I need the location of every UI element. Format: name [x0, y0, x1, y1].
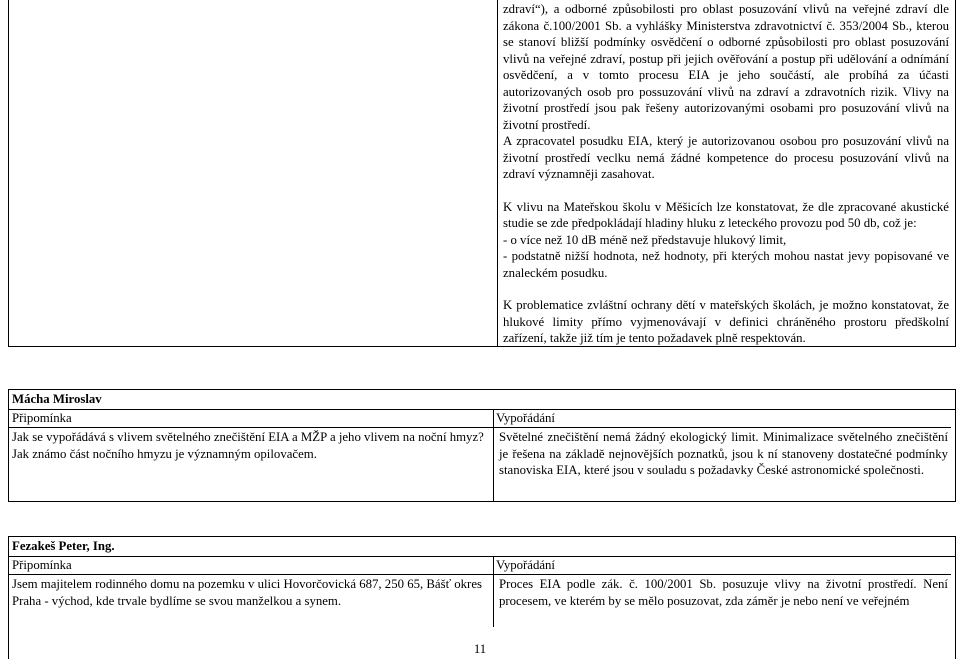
response-text: Světelné znečištění nemá žádný ekologický limit. Minimalizace světelného znečištění je řešena na základě nejnovějších poznatků, jsou k ní stanoveny dostatečné podmínky stanoviska EIA, které jsou v souladu s požadavky České astronomické společnosti. — [499, 430, 948, 477]
response-label: Vypořádání — [493, 557, 951, 575]
paragraph-eia-processor: A zpracovatel posudku EIA, který je autorizovanou osobou pro posuzování vlivů na životní prostředí veclku nemá žádné kompetence do procesu posuzování vlivů na zdraví významněji zasahovat. — [503, 134, 949, 181]
top-right-cell — [503, 0, 949, 347]
top-table-fragment — [8, 0, 956, 347]
author-name: Fezakeš Peter, Ing. — [9, 537, 955, 557]
paragraph-kindergarten: K vlivu na Mateřskou školu v Měšicích lze konstatovat, že dle zpracované akustické studie se zde předpokládají hladiny hluku z leteckého provozu pod 50 db, což je: — [503, 199, 949, 230]
paragraph-noise-limit: - o více než 10 dB méně než představuje hlukový limit, — [503, 232, 787, 247]
comment-column — [9, 410, 494, 501]
author-name: Mácha Miroslav — [9, 390, 955, 410]
paragraph-children-protection: K problematice zvláštní ochrany dětí v mateřských školách, je možno konstatovat, že hlukové limity přímo vyjmenovávají v definici chráněného prostoru předškolní zařízení, takže již tím je tento požadavek plně respektován. — [503, 298, 949, 345]
comment-label: Připomínka — [9, 410, 493, 428]
comment-text: Jsem majitelem rodinného domu na pozemku v ulici Hovorčovická 687, 250 65, Bášť okres Praha - východ, kde trvale bydlíme se svou manželkou a synem. — [12, 577, 482, 608]
response-label: Vypořádání — [493, 410, 951, 428]
comment-column — [9, 557, 494, 627]
response-column — [493, 410, 951, 501]
paragraph-eia-health: zdraví“), a odborné způsobilosti pro oblast posuzování vlivů na veřejné zdraví dle zákona č.100/2001 Sb. a vyhlášky Ministerstva zdravotnictví č. 353/2004 Sb., kterou se stanoví bližší podmínky osvědčení o odborné způsobilosti pro oblast posuzování vlivů na veřejné zdraví, postup při jejich ověřování a postup při udělování a odnímání osvědčení, a v tomto procesu EIA je jeho součástí, ale probíhá za účasti autorizovaných osob pro possuzování vlivů na zdraví a zdravotních rizik. Vlivy na životní prostředí jsou pak řešeny autorizovanými osobami pro posuzování vlivů na životní prostředí. — [503, 2, 949, 132]
response-text: Proces EIA podle zák. č. 100/2001 Sb. posuzuje vlivy na životní prostředí. Není procesem, ve kterém by se mělo posuzovat, zda záměr je nebo není ve veřejném — [499, 577, 948, 608]
comment-block — [8, 389, 956, 502]
page-number: 11 — [473, 642, 487, 656]
comment-label: Připomínka — [9, 557, 493, 575]
top-left-cell — [9, 0, 498, 346]
paragraph-noise-value: - podstatně nižší hodnota, než hodnoty, při kterých mohou nastat jevy popisované ve znaleckém posudku. — [503, 249, 949, 280]
comment-text: Jak se vypořádává s vlivem světelného znečištění EIA a MŽP a jeho vlivem na noční hmyz? Jak známo část nočního hmyzu je významným opilovačem. — [12, 430, 484, 461]
response-column — [493, 557, 951, 627]
